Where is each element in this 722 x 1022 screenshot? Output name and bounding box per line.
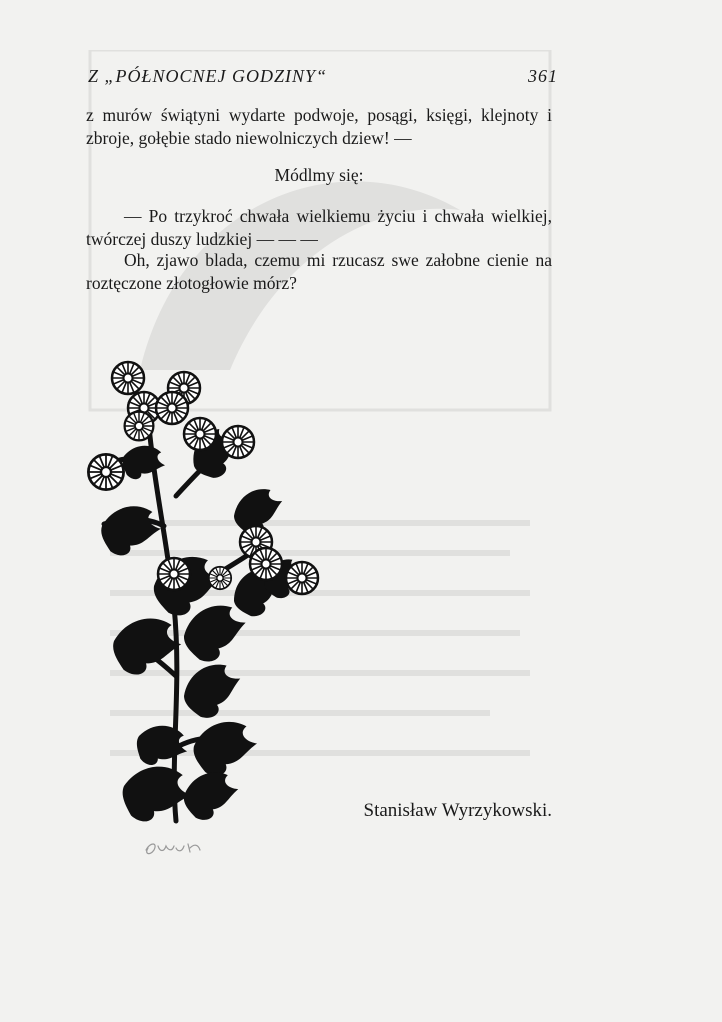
author-signature: Stanisław Wyrzykowski.	[363, 800, 552, 821]
prayer-line: Módlmy się:	[274, 165, 364, 185]
paragraph-3: Oh, zjawo blada, czemu mi rzucasz swe załobne cienie na roztęczone złotogłowie mórz?	[86, 250, 552, 293]
running-header	[88, 66, 558, 92]
paragraph-1: z murów świątyni wydarte podwoje, posągi, księgi, klejnoty i zbroje, gołębie stado niewolniczych dziew! —	[86, 105, 552, 148]
running-title: Z „PÓŁNOCNEJ GODZINY“	[88, 66, 328, 86]
paragraph-2: — Po trzykroć chwała wielkiemu życiu i chwała wielkiej, twórczej duszy ludzkiej — — —	[86, 206, 552, 249]
pencil-mark-icon	[140, 836, 210, 862]
chrysanthemum-branch-icon	[84, 356, 329, 826]
page-number: 361	[528, 66, 558, 86]
